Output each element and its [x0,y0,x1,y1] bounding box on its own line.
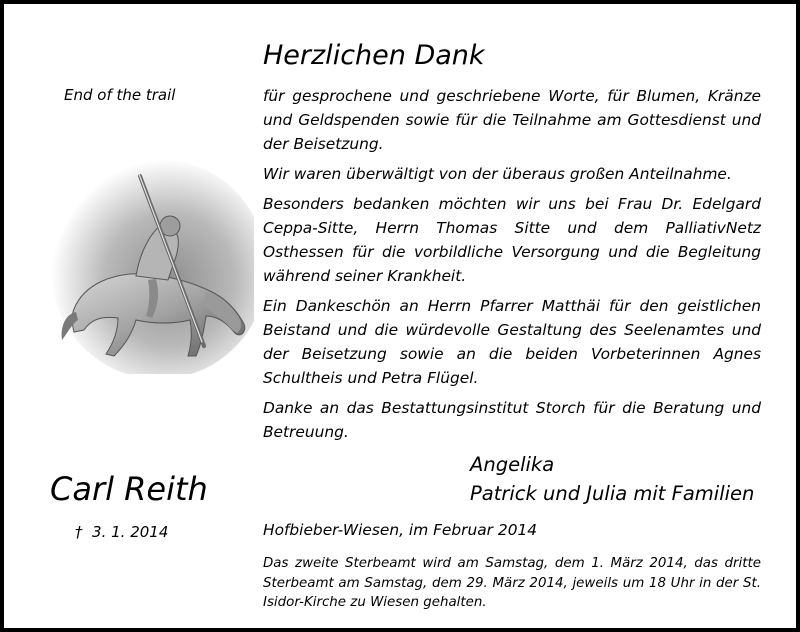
signature-line: Angelika [470,453,555,476]
heading: Herzlichen Dank [263,40,485,71]
paragraph: Besonders bedanken möchten wir uns bei Frau Dr. Edelgard Ceppa-Sitte, Herrn Thomas Sitte und dem PalliativNetz Osthessen für die vorbildliche Versorgung und die Begleitung während seiner Krankheit. [263,195,761,285]
paragraph: Danke an das Bestattungsinstitut Storch für die Beratung und Betreuung. [263,399,761,441]
signature-line: Patrick und Julia mit Familien [470,482,755,505]
death-date: 3. 1. 2014 [92,523,169,541]
thank-you-text [263,84,761,444]
death-date-line [75,523,168,541]
signatures [470,450,754,508]
deceased-name: Carl Reith [50,470,208,508]
motto-caption: End of the trail [64,86,176,104]
paragraph: für gesprochene und geschriebene Worte, für Blumen, Kränze und Geldspenden sowie für die Teilnahme am Gottesdienst und der Beisetzung. [263,87,761,153]
end-of-trail-relief-image [44,134,254,374]
place-date: Hofbieber-Wiesen, im Februar 2014 [263,521,538,539]
paragraph: Wir waren überwältigt von der überaus großen Anteilnahme. [263,165,732,183]
service-note: Das zweite Sterbeamt wird am Samstag, dem 1. März 2014, das dritte Sterbeamt am Samstag, dem 29. März 2014, jeweils um 18 Uhr in der St. Isidor-Kirche zu Wiesen gehalten. [263,556,761,610]
paragraph: Ein Dankeschön an Herrn Pfarrer Matthäi für den geistlichen Beistand und die würdevolle Gestaltung des Seelenamtes und der Beisetzung sowie an die beiden Vorbeterinnen Agnes Schultheis und Petra Flügel. [263,297,761,387]
cross-symbol: † [75,523,83,541]
